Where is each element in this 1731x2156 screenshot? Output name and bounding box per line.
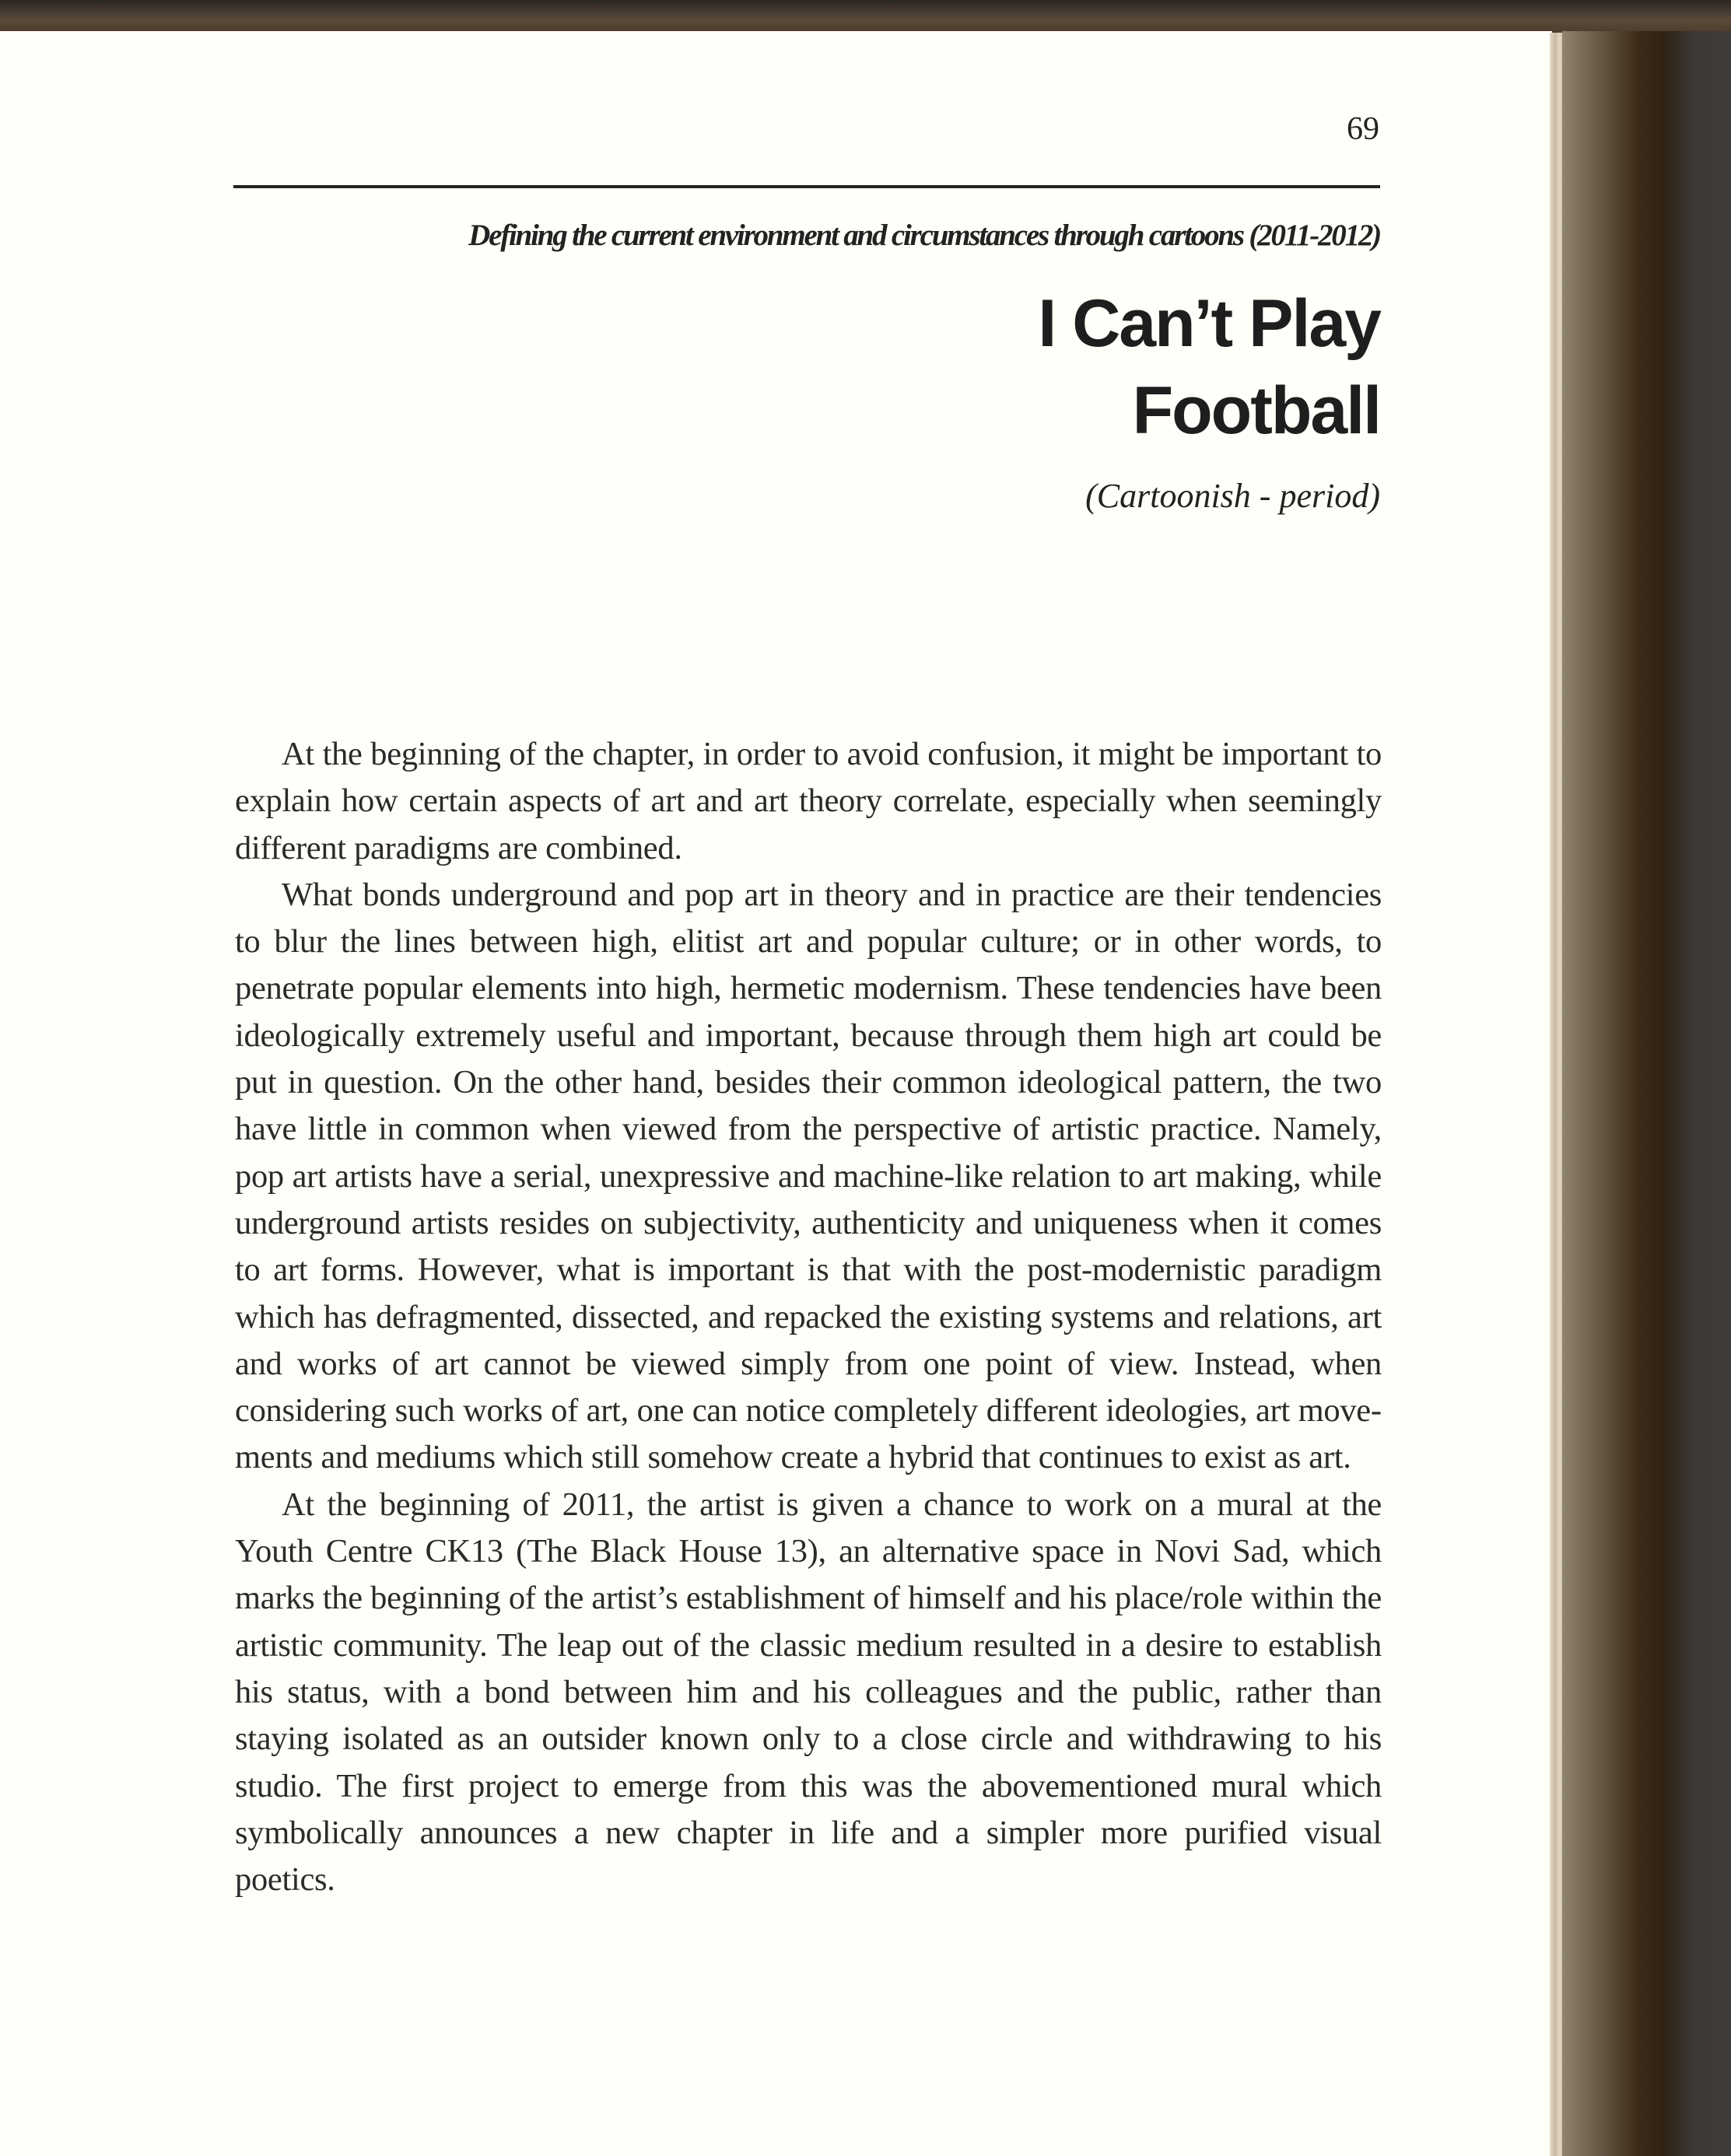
section-title: Defining the current environment and circumstances through cartoons (2011-2012) bbox=[468, 219, 1380, 252]
header-rule bbox=[233, 185, 1380, 188]
chapter-title-line: I Can’t Play bbox=[1038, 286, 1380, 361]
paragraph: At the beginning of 2011, the artist is given a chance to work on a mural at the Youth Centre CK13 (The Black House 13), an alternative space in Novi Sad, which marks the beginning of the artist’s establishment of himself and his place/role within the artistic community. The leap out of the classic medium resulted in a desire to establish his status, with a bond between him and his colleagues and the public, rather than staying isolated as an outsider known only to a close circle and withdrawing to his studio. The first project to emerge from this was the abovementioned mural which symbolically announces a new chapter in life and a simpler more purified visual poetics. bbox=[235, 1486, 1382, 1899]
scan-top-shadow bbox=[0, 0, 1731, 34]
chapter-title bbox=[1038, 280, 1380, 454]
paragraph: At the beginning of the chapter, in order to avoid confusion, it might be important to explain how certain aspects of art and art theory correlate, especially when seemingly different paradigms are combined. bbox=[235, 736, 1382, 866]
chapter-subtitle: (Cartoonish - period) bbox=[1085, 477, 1380, 515]
paragraph: What bonds underground and pop art in theory and in practice are their tendencies to blur the lines between high, elitist art and popular culture; or in other words, to penetrate popular elements into high, hermetic modernism. These tendencies have been ideologically extremely useful and important, because through them high art could be put in question. On the other hand, besides their common ideological pattern, the two have little in common when viewed from the perspective of artistic practice. Namely, pop art artists have a serial, unexpressive and machine-like relation to art making, while underground artists resides on subjectivity, authenticity and uniqueness when it comes to art forms. However, what is important is that with the post-modernistic paradigm which has defragmented, dissected, and repacked the existing systems and relations, art and works of art cannot be viewed simply from one point of view. Instead, when considering such works of art, one can notice completely different ideologies, art movements and mediums which still somehow create a hybrid that continues to exist as art. bbox=[235, 876, 1382, 1476]
page-number: 69 bbox=[1347, 111, 1379, 147]
book-spine-shadow bbox=[1562, 31, 1731, 2156]
body-text bbox=[235, 731, 1382, 1903]
chapter-title-line: Football bbox=[1132, 373, 1380, 448]
